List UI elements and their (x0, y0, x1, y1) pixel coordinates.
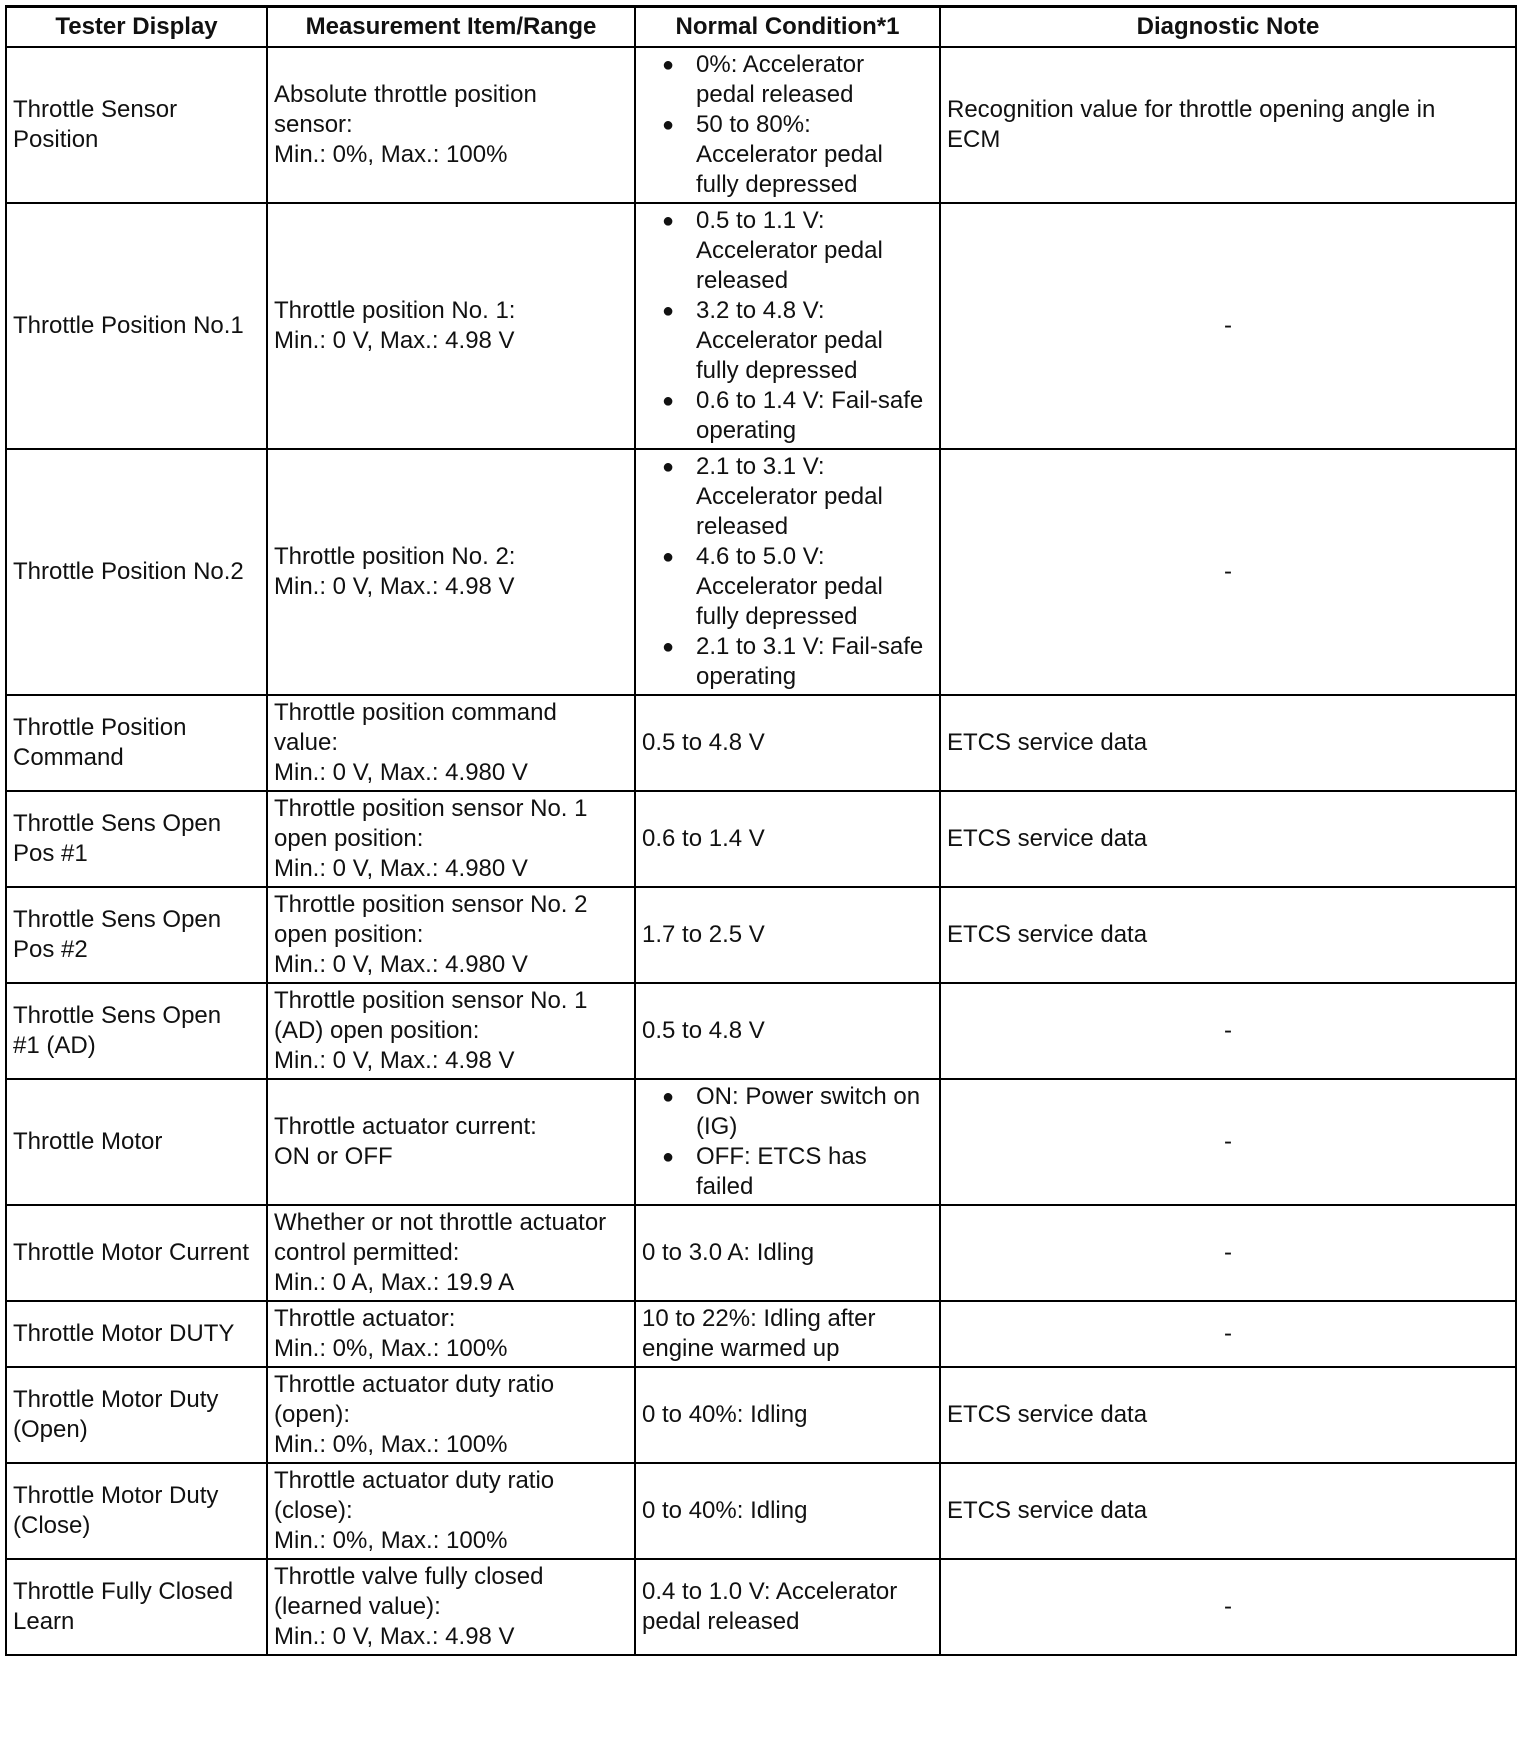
cell-measurement: Throttle position sensor No. 1 open position: Min.: 0 V, Max.: 4.980 V (267, 791, 635, 887)
table-row (6, 1301, 1516, 1367)
condition-list-item: ● ON: Power switch on (IG) (642, 1082, 933, 1142)
cell-measurement: Throttle actuator duty ratio (close): Min.: 0%, Max.: 100% (267, 1463, 635, 1559)
cell-measurement: Throttle actuator: Min.: 0%, Max.: 100% (267, 1301, 635, 1367)
cell-measurement: Throttle actuator duty ratio (open): Min.: 0%, Max.: 100% (267, 1367, 635, 1463)
table-row (6, 1079, 1516, 1205)
condition-list-item: ● 0%: Accelerator pedal released (642, 50, 933, 110)
cell-diagnostic-note: ETCS service data (940, 695, 1516, 791)
table-body (6, 47, 1516, 1655)
cell-normal-condition: 0.5 to 4.8 V (635, 983, 940, 1079)
table-row (6, 203, 1516, 449)
table-row (6, 695, 1516, 791)
table-row (6, 449, 1516, 695)
header-diagnostic-note: Diagnostic Note (940, 7, 1516, 48)
cell-normal-condition: 0 to 40%: Idling (635, 1367, 940, 1463)
table-row (6, 1367, 1516, 1463)
table-row (6, 1205, 1516, 1301)
table-row (6, 1463, 1516, 1559)
cell-measurement: Throttle actuator current: ON or OFF (267, 1079, 635, 1205)
cell-normal-condition: 0 to 3.0 A: Idling (635, 1205, 940, 1301)
header-tester-display: Tester Display (6, 7, 267, 48)
condition-list-item: ● OFF: ETCS has failed (642, 1142, 933, 1202)
condition-list-item: ● 2.1 to 3.1 V: Accelerator pedal released (642, 452, 933, 542)
cell-normal-condition: 1.7 to 2.5 V (635, 887, 940, 983)
cell-tester-display: Throttle Sensor Position (6, 47, 267, 203)
cell-normal-condition: 0.6 to 1.4 V (635, 791, 940, 887)
header-row (6, 7, 1516, 48)
cell-diagnostic-note: - (940, 449, 1516, 695)
cell-measurement: Whether or not throttle actuator control permitted: Min.: 0 A, Max.: 19.9 A (267, 1205, 635, 1301)
cell-tester-display: Throttle Sens Open Pos #2 (6, 887, 267, 983)
data-table-container (5, 5, 1517, 1656)
cell-diagnostic-note: Recognition value for throttle opening angle in ECM (940, 47, 1516, 203)
header-measurement: Measurement Item/Range (267, 7, 635, 48)
cell-measurement: Throttle position No. 2: Min.: 0 V, Max.: 4.98 V (267, 449, 635, 695)
cell-tester-display: Throttle Motor Duty (Open) (6, 1367, 267, 1463)
condition-list-item: ● 2.1 to 3.1 V: Fail-safe operating (642, 632, 933, 692)
cell-measurement: Absolute throttle position sensor: Min.: 0%, Max.: 100% (267, 47, 635, 203)
table-row (6, 983, 1516, 1079)
data-table (5, 5, 1517, 1656)
cell-normal-condition: 0 to 40%: Idling (635, 1463, 940, 1559)
cell-diagnostic-note: - (940, 203, 1516, 449)
cell-normal-condition: 0.5 to 4.8 V (635, 695, 940, 791)
cell-tester-display: Throttle Position No.2 (6, 449, 267, 695)
cell-normal-condition: 10 to 22%: Idling after engine warmed up (635, 1301, 940, 1367)
cell-measurement: Throttle position No. 1: Min.: 0 V, Max.: 4.98 V (267, 203, 635, 449)
cell-tester-display: Throttle Fully Closed Learn (6, 1559, 267, 1655)
condition-list-item: ● 50 to 80%: Accelerator pedal fully depressed (642, 110, 933, 200)
condition-list (642, 452, 933, 692)
cell-diagnostic-note: ETCS service data (940, 1367, 1516, 1463)
cell-tester-display: Throttle Sens Open #1 (AD) (6, 983, 267, 1079)
cell-diagnostic-note: ETCS service data (940, 791, 1516, 887)
condition-list-item: ● 4.6 to 5.0 V: Accelerator pedal fully depressed (642, 542, 933, 632)
cell-measurement: Throttle position sensor No. 2 open position: Min.: 0 V, Max.: 4.980 V (267, 887, 635, 983)
table-row (6, 791, 1516, 887)
cell-measurement: Throttle valve fully closed (learned value): Min.: 0 V, Max.: 4.98 V (267, 1559, 635, 1655)
condition-list (642, 1082, 933, 1202)
condition-list-item: ● 0.5 to 1.1 V: Accelerator pedal released (642, 206, 933, 296)
table-row (6, 47, 1516, 203)
condition-list-item: ● 0.6 to 1.4 V: Fail-safe operating (642, 386, 933, 446)
cell-diagnostic-note: ETCS service data (940, 887, 1516, 983)
cell-measurement: Throttle position command value: Min.: 0 V, Max.: 4.980 V (267, 695, 635, 791)
cell-tester-display: Throttle Position Command (6, 695, 267, 791)
cell-tester-display: Throttle Motor Current (6, 1205, 267, 1301)
condition-list (642, 50, 933, 200)
header-normal-condition: Normal Condition*1 (635, 7, 940, 48)
table-row (6, 1559, 1516, 1655)
cell-diagnostic-note: - (940, 983, 1516, 1079)
cell-normal-condition (635, 1079, 940, 1205)
cell-normal-condition: 0.4 to 1.0 V: Accelerator pedal released (635, 1559, 940, 1655)
condition-list-item: ● 3.2 to 4.8 V: Accelerator pedal fully depressed (642, 296, 933, 386)
cell-normal-condition (635, 203, 940, 449)
cell-tester-display: Throttle Motor (6, 1079, 267, 1205)
cell-tester-display: Throttle Position No.1 (6, 203, 267, 449)
cell-tester-display: Throttle Motor DUTY (6, 1301, 267, 1367)
cell-tester-display: Throttle Motor Duty (Close) (6, 1463, 267, 1559)
condition-list (642, 206, 933, 446)
cell-diagnostic-note: - (940, 1301, 1516, 1367)
cell-tester-display: Throttle Sens Open Pos #1 (6, 791, 267, 887)
cell-normal-condition (635, 449, 940, 695)
table-row (6, 887, 1516, 983)
cell-diagnostic-note: - (940, 1559, 1516, 1655)
cell-diagnostic-note: - (940, 1205, 1516, 1301)
cell-diagnostic-note: - (940, 1079, 1516, 1205)
cell-measurement: Throttle position sensor No. 1 (AD) open position: Min.: 0 V, Max.: 4.98 V (267, 983, 635, 1079)
cell-diagnostic-note: ETCS service data (940, 1463, 1516, 1559)
cell-normal-condition (635, 47, 940, 203)
